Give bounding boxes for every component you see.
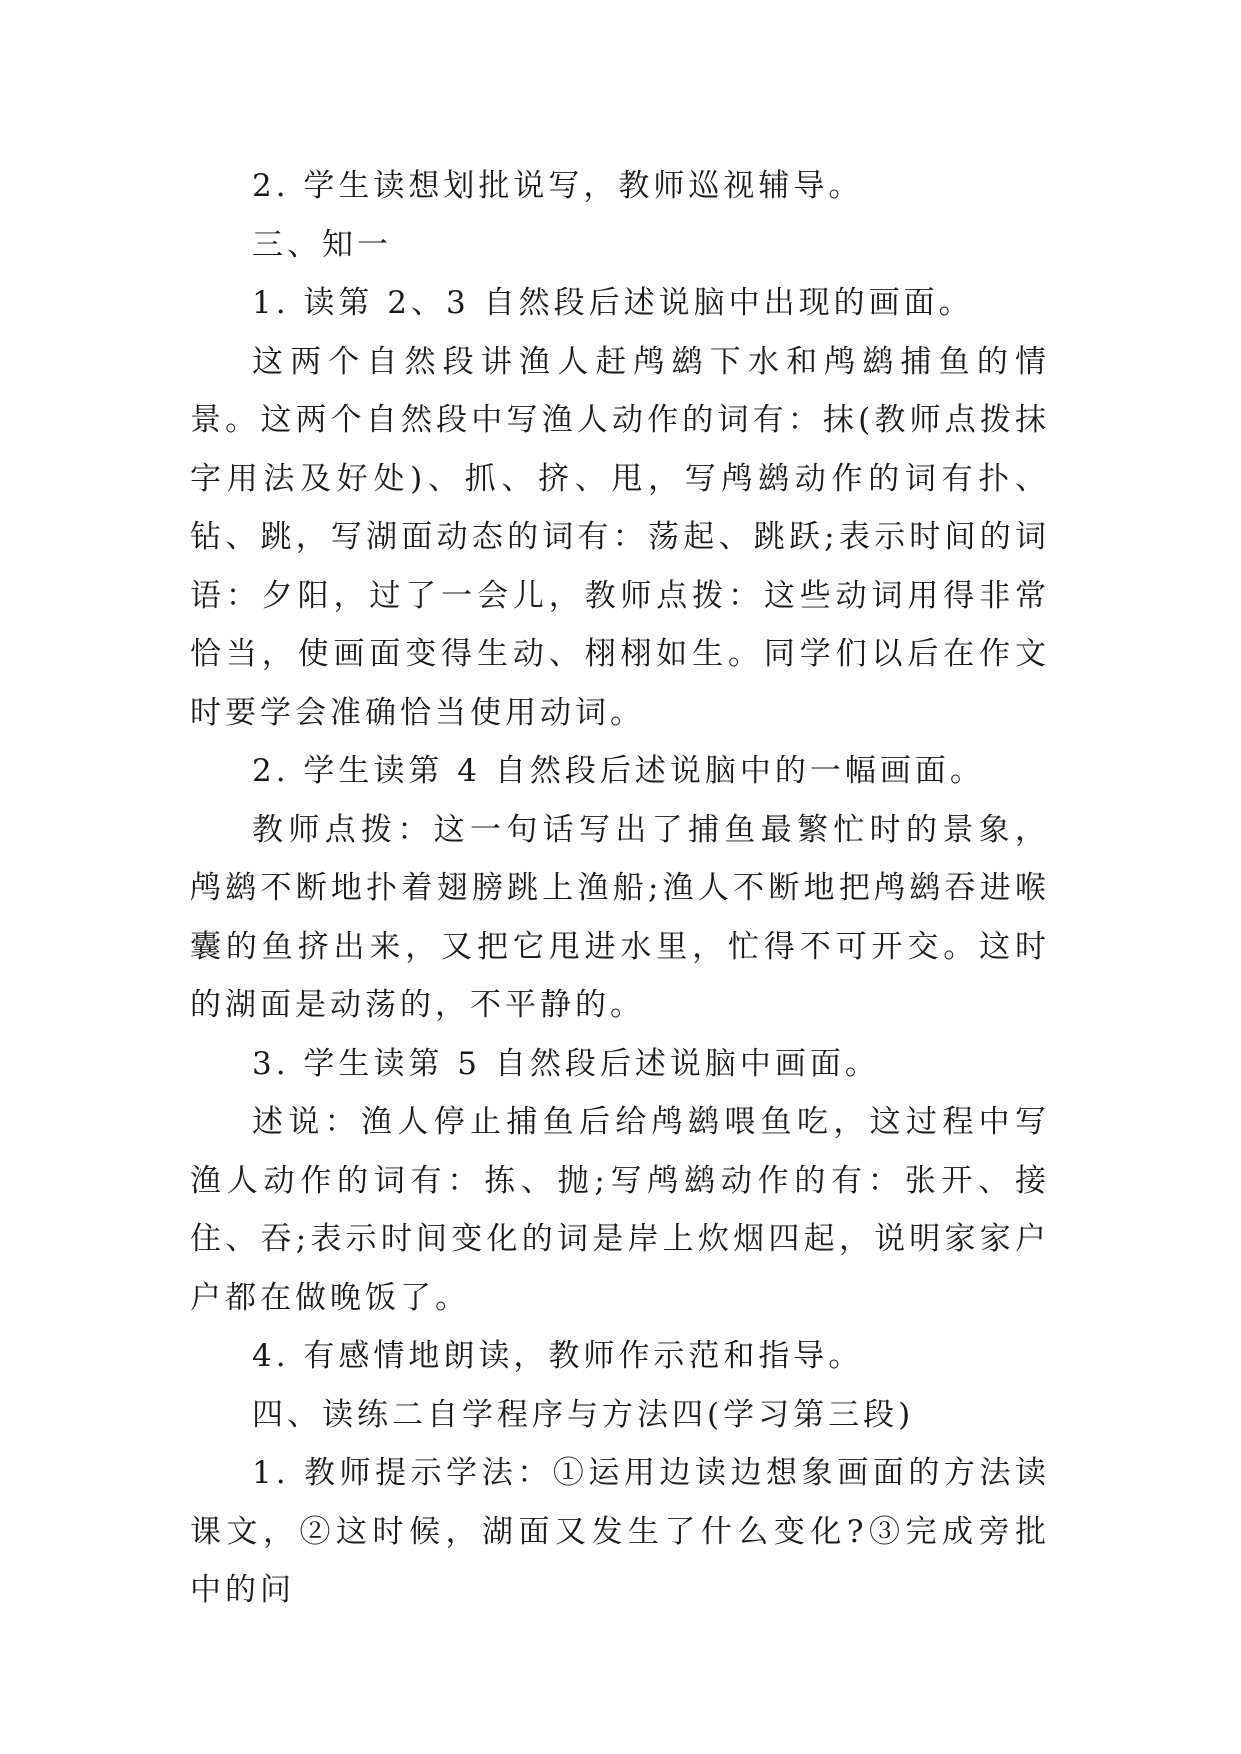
document-body xyxy=(190,157,1050,1620)
paragraph-step-2-read-section-4: 2. 学生读第 4 自然段后述说脑中的一幅画面。 xyxy=(252,753,985,789)
section-heading-3: 三、知一 xyxy=(252,226,392,263)
paragraph-step-4-read-aloud: 4. 有感情地朗读，教师作示范和指导。 xyxy=(252,1338,864,1374)
paragraph-narration: 述说：渔人停止捕鱼后给鸬鹚喂鱼吃，这过程中写渔人动作的词有：拣、抛;写鸬鹚动作的有：张开、接住、吞;表示时间变化的词是岸上炊烟四起，说明家家户户都在做晚饭了。 xyxy=(190,1104,1050,1316)
paragraph-teacher-guidance: 教师点拨：这一句话写出了捕鱼最繁忙时的景象，鸬鹚不断地扑着翅膀跳上渔船;渔人不断地把鸬鹚吞进喉囊的鱼挤出来，又把它甩进水里，忙得不可开交。这时的湖面是动荡的，不平静的。 xyxy=(190,811,1050,1023)
section-heading-4: 四、读练二自学程序与方法四(学习第三段) xyxy=(252,1396,915,1433)
paragraph-step-1-read-sections-2-3: 1. 读第 2、3 自然段后述说脑中出现的画面。 xyxy=(252,285,974,321)
paragraph-sections-2-3-explanation: 这两个自然段讲渔人赶鸬鹚下水和鸬鹚捕鱼的情景。这两个自然段中写渔人动作的词有：抹(教师点拨抹字用法及好处)、抓、挤、甩，写鸬鹚动作的词有扑、钻、跳，写湖面动态的词有：荡起、跳跃;表示时间的词语：夕阳，过了一会儿，教师点拨：这些动词用得非常恰当，使画面变得生动、栩栩如生。同学们以后在作文时要学会准确恰当使用动词。 xyxy=(190,343,1050,731)
paragraph-step-2-read-annotate: 2. 学生读想划批说写，教师巡视辅导。 xyxy=(252,168,864,204)
paragraph-step-3-read-section-5: 3. 学生读第 5 自然段后述说脑中画面。 xyxy=(252,1045,880,1082)
paragraph-step-1-study-method: 1. 教师提示学法：①运用边读边想象画面的方法读课文，②这时候，湖面又发生了什么变化?③完成旁批中的问 xyxy=(190,1455,1050,1608)
